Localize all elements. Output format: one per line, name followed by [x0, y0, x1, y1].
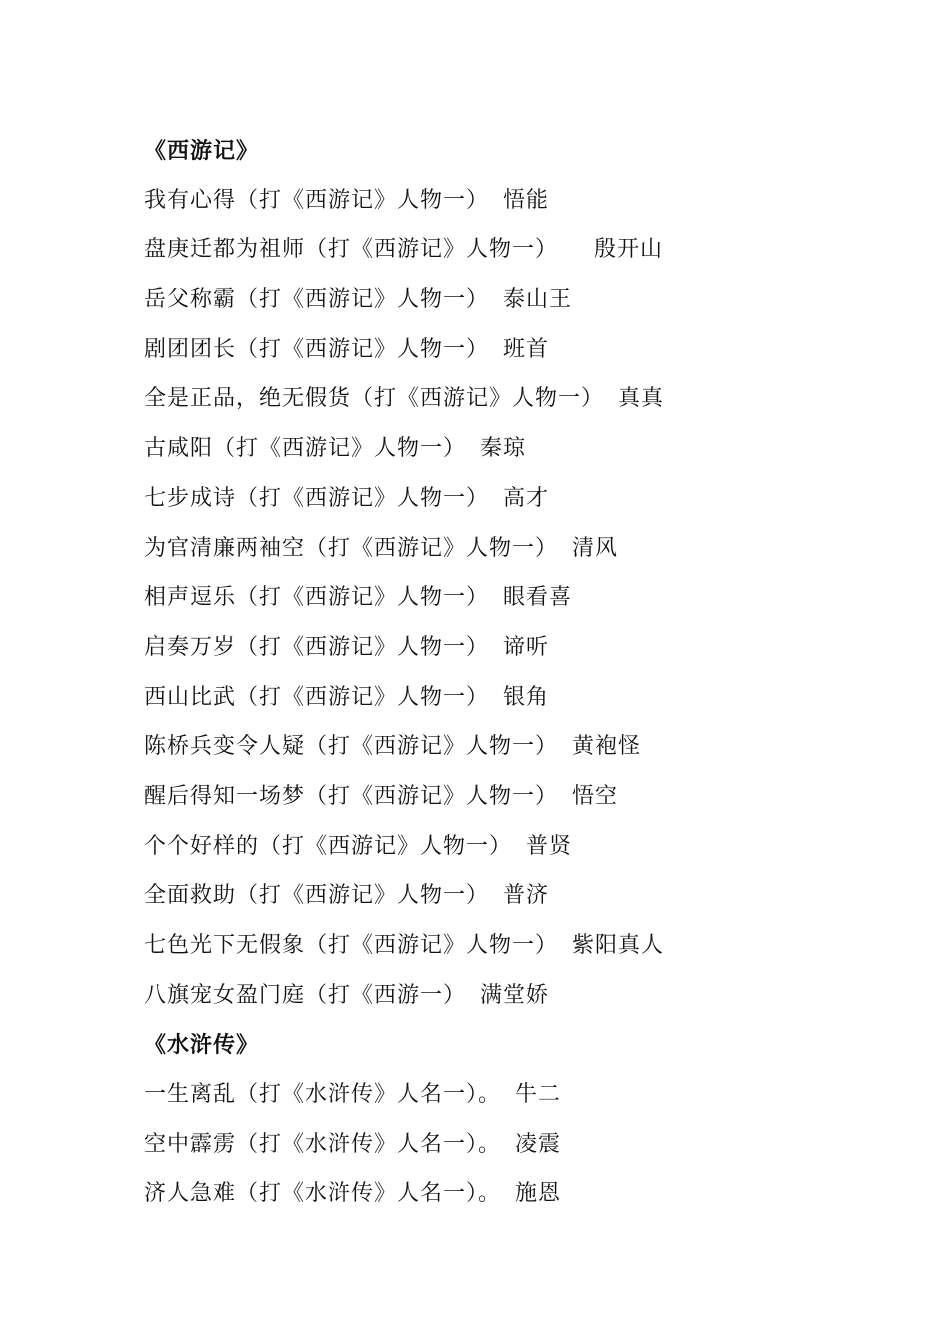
riddle-line [144, 1127, 904, 1177]
riddle-line [144, 232, 904, 282]
riddle-text: 剧团团长（打《西游记》人物一） [144, 336, 490, 362]
riddle-line [144, 531, 904, 581]
riddle-line [144, 829, 904, 879]
riddle-answer: 施恩 [515, 1181, 562, 1207]
riddle-line [144, 431, 904, 481]
riddle-answer: 秦琼 [480, 436, 527, 462]
riddle-text: 古咸阳（打《西游记》人物一） [144, 436, 467, 462]
riddle-line [144, 878, 904, 928]
riddle-line [144, 680, 904, 730]
riddle-answer: 悟能 [503, 187, 550, 213]
riddle-answer: 普济 [503, 883, 550, 909]
section-title-xiyouji: 《西游记》 [144, 138, 260, 164]
riddle-text: 一生离乱（打《水浒传》人名一）。 [144, 1082, 502, 1108]
riddle-text: 七步成诗（打《西游记》人物一） [144, 485, 490, 511]
riddle-answer: 殷开山 [594, 237, 664, 263]
riddle-line [144, 779, 904, 829]
riddle-text: 为官清廉两袖空（打《西游记》人物一） [144, 535, 559, 561]
riddle-text: 陈桥兵变令人疑（打《西游记》人物一） [144, 734, 559, 760]
section-title-shuihuzhuan: 《水浒传》 [144, 1032, 260, 1059]
riddle-answer: 清风 [572, 535, 619, 561]
riddle-answer: 满堂娇 [480, 982, 550, 1008]
riddle-text: 空中霹雳（打《水浒传》人名一）。 [144, 1131, 502, 1157]
riddle-line [144, 729, 904, 779]
riddle-text: 岳父称霸（打《西游记》人物一） [144, 287, 490, 313]
riddle-line [144, 580, 904, 630]
riddle-line [144, 381, 904, 431]
riddle-text: 八旗宠女盈门庭（打《西游一） [144, 982, 467, 1008]
riddle-answer: 凌震 [515, 1131, 562, 1157]
riddle-text: 相声逗乐（打《西游记》人物一） [144, 585, 490, 611]
riddle-answer: 黄袍怪 [572, 734, 642, 760]
riddle-text: 全面救助（打《西游记》人物一） [144, 883, 490, 909]
riddle-text: 醒后得知一场梦（打《西游记》人物一） [144, 783, 559, 809]
riddle-answer: 真真 [618, 386, 665, 412]
riddle-answer: 班首 [503, 336, 550, 362]
riddle-text: 个个好样的（打《西游记》人物一） [144, 833, 513, 859]
riddle-answer: 悟空 [572, 783, 619, 809]
riddle-answer: 牛二 [515, 1082, 562, 1108]
riddle-answer: 高才 [503, 485, 550, 511]
riddle-text: 济人急难（打《水浒传》人名一）。 [144, 1181, 502, 1207]
riddle-answer: 谛听 [503, 634, 550, 660]
riddle-line [144, 481, 904, 531]
riddle-text: 全是正品，绝无假货（打《西游记》人物一） [144, 386, 605, 412]
riddle-answer: 泰山王 [503, 287, 573, 313]
riddle-line [144, 183, 904, 233]
riddle-text: 我有心得（打《西游记》人物一） [144, 187, 490, 213]
riddle-answer: 眼看喜 [503, 585, 573, 611]
riddle-text: 盘庚迁都为祖师（打《西游记》人物一） [144, 237, 559, 263]
riddle-line [144, 1077, 904, 1127]
document-content [144, 133, 904, 1226]
riddle-answer: 普贤 [526, 833, 573, 859]
riddle-text: 启奏万岁（打《西游记》人物一） [144, 634, 490, 660]
riddle-line [144, 630, 904, 680]
riddle-answer: 银角 [503, 684, 550, 710]
riddle-line [144, 928, 904, 978]
riddle-line [144, 332, 904, 382]
riddle-text: 七色光下无假象（打《西游记》人物一） [144, 933, 559, 958]
riddle-answer: 紫阳真人 [572, 933, 665, 958]
riddle-text: 西山比武（打《西游记》人物一） [144, 684, 490, 710]
riddle-line [144, 1176, 904, 1226]
riddle-line [144, 282, 904, 332]
riddle-line [144, 978, 904, 1028]
